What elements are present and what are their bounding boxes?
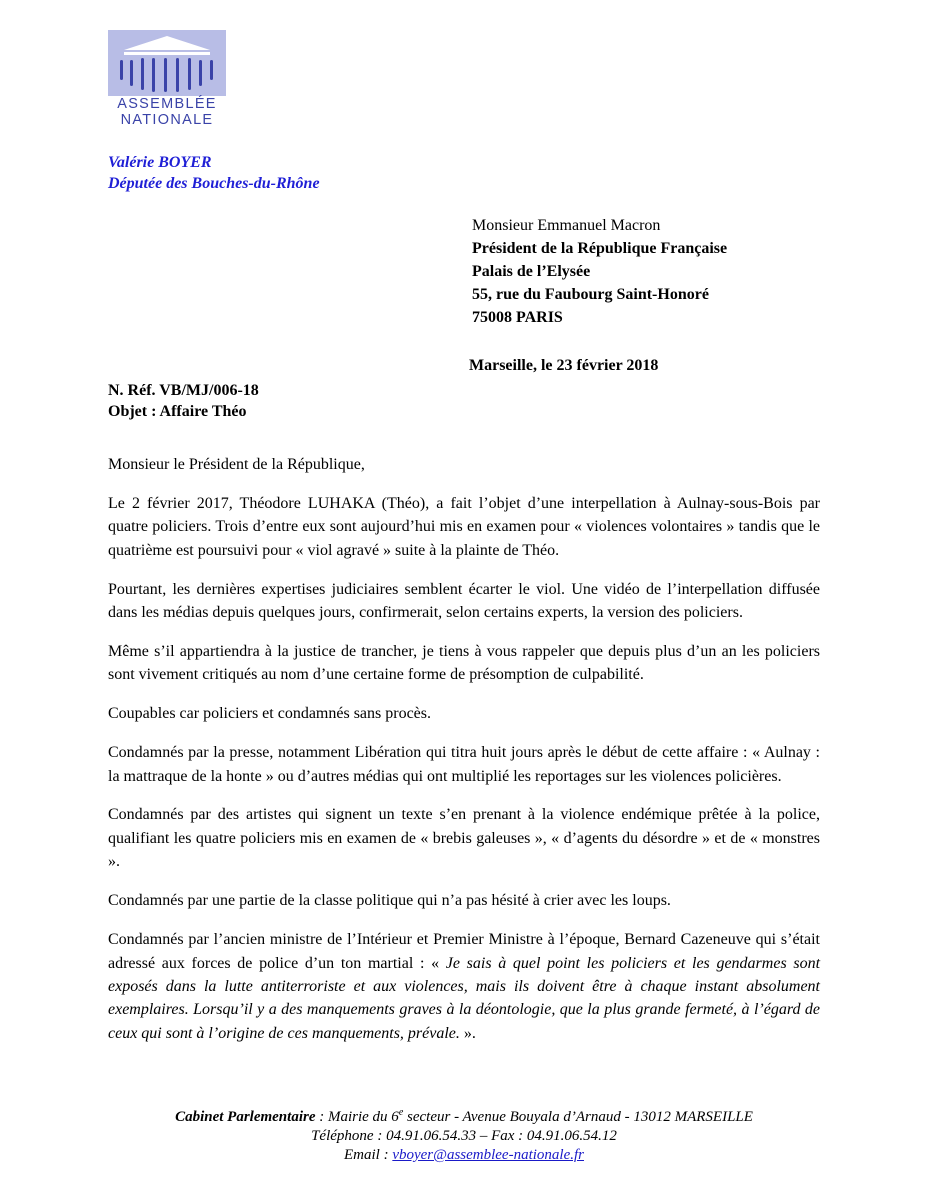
letter-body bbox=[108, 453, 820, 1061]
author-name: Valérie BOYER bbox=[108, 154, 212, 171]
footer-email-label: Email : bbox=[344, 1147, 393, 1163]
letter-subject: Objet : Affaire Théo bbox=[108, 403, 247, 420]
salutation: Monsieur le Président de la République, bbox=[108, 456, 365, 473]
footer-address-post: secteur - Avenue Bouyala d’Arnaud - 13012 MARSEILLE bbox=[403, 1109, 753, 1125]
addressee-street: 55, rue du Faubourg Saint-Honoré bbox=[472, 286, 709, 303]
logo-line-2: NATIONALE bbox=[120, 112, 214, 128]
footer-address bbox=[108, 1108, 820, 1127]
logo-line-1: ASSEMBLÉE bbox=[117, 96, 217, 112]
cazeneuve-quote: Je sais à quel point les policiers et les gendarmes sont exposés dans la lutte antiterroriste et aux violences, mais ils doivent être à chaque instant absolument exemplaires. Lorsqu’il y a des manquements graves à la déontologie, que la plus grande fermeté, à l’égard de ceux qui sont à l’origine de ces manquements, prévale. bbox=[108, 954, 821, 1042]
letter-date: Marseille, le 23 février 2018 bbox=[469, 357, 659, 374]
addressee-city: 75008 PARIS bbox=[472, 309, 563, 326]
reference-block bbox=[108, 380, 259, 422]
footer-office-label: Cabinet Parlementaire bbox=[175, 1109, 316, 1125]
paragraph-2: Pourtant, les dernières expertises judiciaires semblent écarter le viol. Une vidéo de l’interpellation diffusée dans les médias depuis quelques jours, confirmerait, selon certains experts, la version des policiers. bbox=[108, 580, 820, 622]
reference-number: N. Réf. VB/MJ/006-18 bbox=[108, 382, 259, 399]
letter-footer bbox=[108, 1108, 820, 1165]
footer-address-pre: : Mairie du 6 bbox=[315, 1109, 399, 1125]
paragraph-8-end: ». bbox=[463, 1024, 476, 1042]
paragraph-3: Même s’il appartiendra à la justice de trancher, je tiens à vous rappeler que depuis plus d’un an les policiers sont vivement critiqués au nom d’une certaine forme de présomption de culpabilité. bbox=[108, 642, 820, 684]
addressee-place: Palais de l’Elysée bbox=[472, 263, 591, 280]
addressee-name: Monsieur Emmanuel Macron bbox=[472, 217, 661, 234]
footer-email-link[interactable]: vboyer@assemblee-nationale.fr bbox=[392, 1147, 584, 1163]
paragraph-4: Coupables car policiers et condamnés sans procès. bbox=[108, 705, 432, 723]
paragraph-8-intro: Condamnés par l’ancien ministre de l’Intérieur et Premier Ministre à l’époque, Bernard Cazeneuve qui s’était adressé aux forces de police d’un ton martial : « bbox=[108, 931, 820, 972]
addressee-role: Président de la République Française bbox=[472, 240, 728, 257]
footer-email-line bbox=[108, 1146, 820, 1165]
paragraph-8 bbox=[108, 928, 820, 1045]
assemblee-nationale-logo bbox=[108, 30, 226, 128]
paragraph-5: Condamnés par la presse, notamment Libération qui titra huit jours après le début de cette affaire : « Aulnay : la mattraque de la honte » ou d’autres médias qui ont multiplié les reportages sur les violences policières. bbox=[108, 744, 820, 785]
logo-building-icon bbox=[108, 30, 226, 96]
paragraph-7: Condamnés par une partie de la classe politique qui n’a pas hésité à crier avec les loups. bbox=[108, 892, 671, 910]
author-block bbox=[108, 152, 320, 194]
logo-text bbox=[108, 96, 226, 128]
author-title: Députée des Bouches-du-Rhône bbox=[108, 175, 320, 192]
paragraph-1: Le 2 février 2017, Théodore LUHAKA (Théo), a fait l’objet d’une interpellation à Aulnay-sous-Bois par quatre policiers. Trois d’entre eux sont aujourd’hui mis en examen pour « violences volontaires » tandis que le quatrième est poursuivi pour « viol agravé » suite à la plainte de Théo. bbox=[108, 494, 820, 559]
footer-address-sup: e bbox=[398, 1107, 404, 1118]
addressee-block bbox=[472, 214, 727, 329]
footer-phone: Téléphone : 04.91.06.54.33 – Fax : 04.91.06.54.12 bbox=[311, 1128, 617, 1144]
paragraph-6: Condamnés par des artistes qui signent un texte s’en prenant à la violence endémique prêtée à la police, qualifiant les quatre policiers mis en examen de « brebis galeuses », « d’agents du désordre » et de « monstres ». bbox=[108, 806, 820, 871]
